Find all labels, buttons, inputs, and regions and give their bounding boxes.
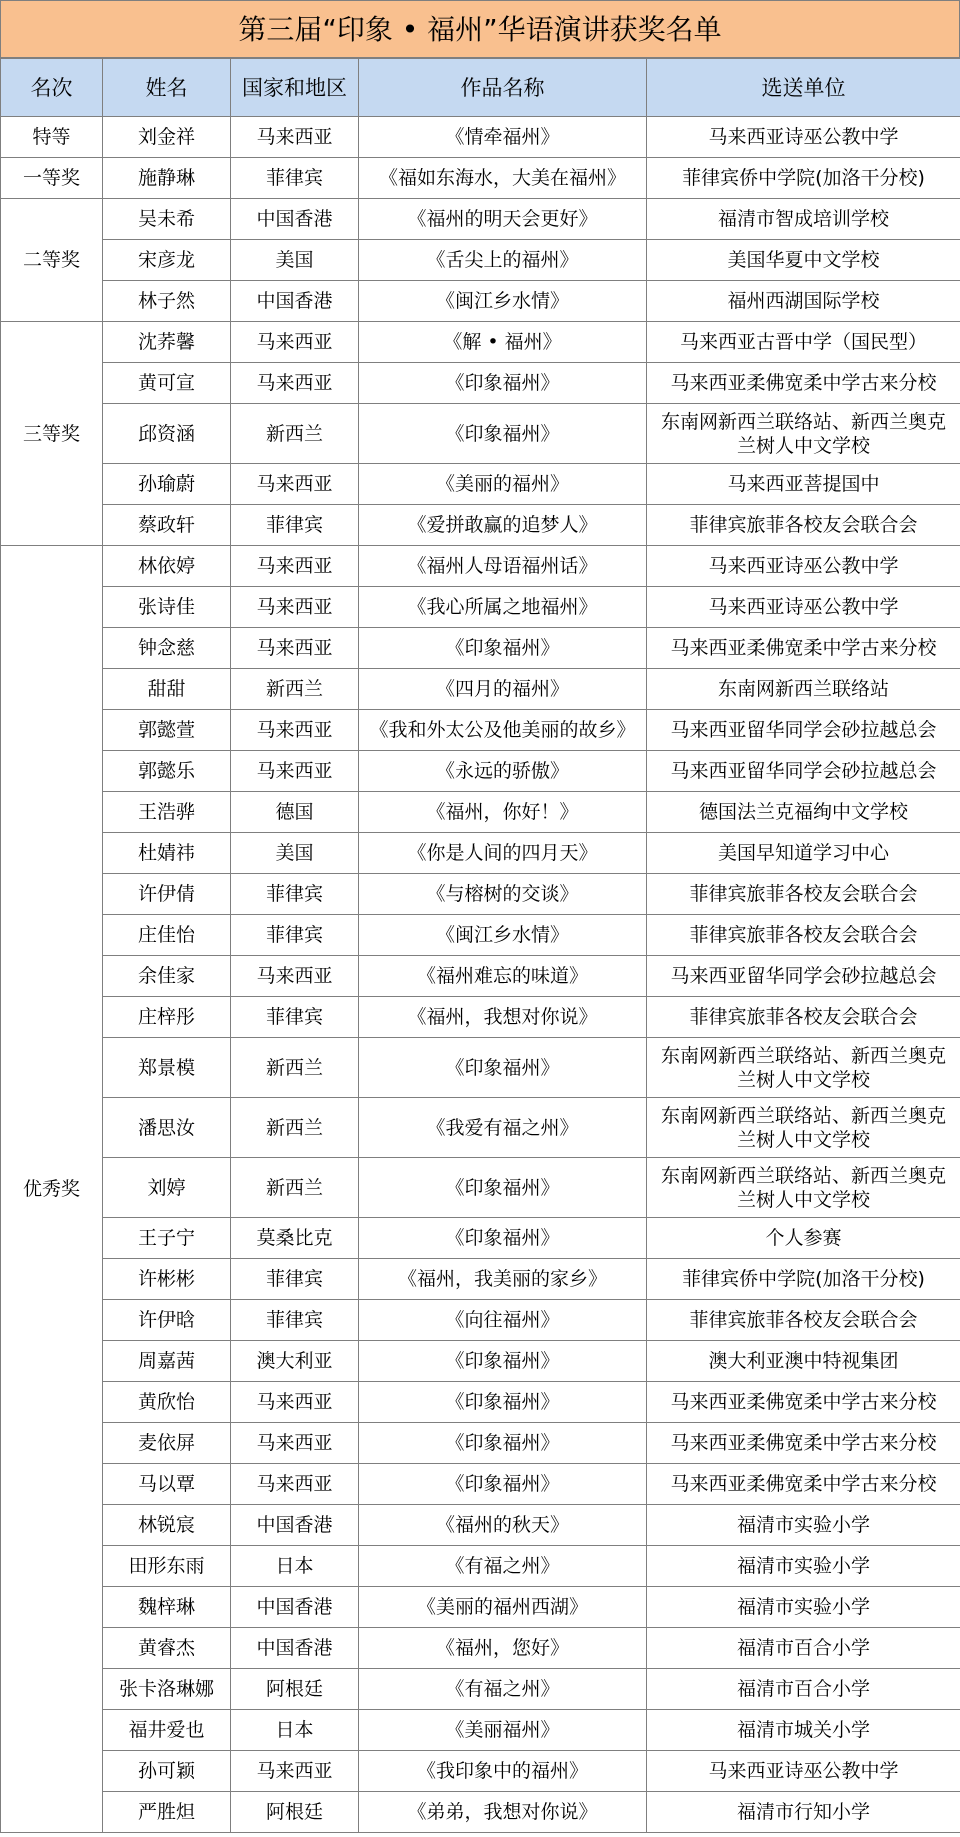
table-row [1, 587, 960, 628]
table-body [1, 117, 960, 1833]
unit-cell: 东南网新西兰联络站、新西兰奥克兰树人中文学校 [647, 1158, 960, 1218]
country-cell: 菲律宾 [231, 874, 359, 915]
table-row [1, 874, 960, 915]
table-row [1, 1341, 960, 1382]
work-cell: 《解 • 福州》 [359, 322, 647, 363]
unit-cell: 东南网新西兰联络站 [647, 669, 960, 710]
unit-cell: 福清市实验小学 [647, 1587, 960, 1628]
unit-cell: 马来西亚柔佛宽柔中学古来分校 [647, 628, 960, 669]
work-cell: 《印象福州》 [359, 1218, 647, 1259]
country-cell: 菲律宾 [231, 1300, 359, 1341]
unit-cell: 菲律宾旅菲各校友会联合会 [647, 997, 960, 1038]
unit-cell: 福清市百合小学 [647, 1669, 960, 1710]
work-cell: 《福如东海水，大美在福州》 [359, 158, 647, 199]
unit-cell: 马来西亚古晋中学（国民型） [647, 322, 960, 363]
country-cell: 马来西亚 [231, 628, 359, 669]
country-cell: 日本 [231, 1546, 359, 1587]
name-cell: 张诗佳 [103, 587, 231, 628]
table-row [1, 1669, 960, 1710]
table-row [1, 833, 960, 874]
name-cell: 周嘉茜 [103, 1341, 231, 1382]
rank-cell: 特等 [1, 117, 103, 158]
name-cell: 林依婷 [103, 546, 231, 587]
unit-cell: 菲律宾侨中学院(加洛干分校) [647, 158, 960, 199]
table-row [1, 363, 960, 404]
name-cell: 沈荞馨 [103, 322, 231, 363]
work-cell: 《印象福州》 [359, 628, 647, 669]
country-cell: 新西兰 [231, 1098, 359, 1158]
work-cell: 《美丽福州》 [359, 1710, 647, 1751]
work-cell: 《印象福州》 [359, 1423, 647, 1464]
unit-cell: 马来西亚留华同学会砂拉越总会 [647, 956, 960, 997]
table-row [1, 1464, 960, 1505]
name-cell: 孙可颖 [103, 1751, 231, 1792]
country-cell: 马来西亚 [231, 363, 359, 404]
name-cell: 庄佳怡 [103, 915, 231, 956]
work-cell: 《印象福州》 [359, 363, 647, 404]
name-cell: 许伊倩 [103, 874, 231, 915]
table-row [1, 404, 960, 464]
table-row [1, 956, 960, 997]
country-cell: 新西兰 [231, 404, 359, 464]
country-cell: 日本 [231, 1710, 359, 1751]
unit-cell: 马来西亚诗巫公教中学 [647, 117, 960, 158]
work-cell: 《美丽的福州西湖》 [359, 1587, 647, 1628]
table-row [1, 792, 960, 833]
work-cell: 《印象福州》 [359, 1038, 647, 1098]
name-cell: 张卡洛琳娜 [103, 1669, 231, 1710]
name-cell: 孙瑜蔚 [103, 464, 231, 505]
name-cell: 田形东雨 [103, 1546, 231, 1587]
table-row [1, 281, 960, 322]
rank-cell: 一等奖 [1, 158, 103, 199]
name-cell: 郭懿萱 [103, 710, 231, 751]
name-cell: 宋彦龙 [103, 240, 231, 281]
unit-cell: 美国华夏中文学校 [647, 240, 960, 281]
name-cell: 黄可宣 [103, 363, 231, 404]
country-cell: 美国 [231, 833, 359, 874]
rank-cell: 优秀奖 [1, 546, 103, 1833]
unit-cell: 美国早知道学习中心 [647, 833, 960, 874]
work-cell: 《闽江乡水情》 [359, 281, 647, 322]
table-row [1, 669, 960, 710]
name-cell: 潘思汝 [103, 1098, 231, 1158]
name-cell: 黄睿杰 [103, 1628, 231, 1669]
country-cell: 新西兰 [231, 1158, 359, 1218]
name-cell: 杜婧祎 [103, 833, 231, 874]
country-cell: 马来西亚 [231, 1751, 359, 1792]
unit-cell: 马来西亚诗巫公教中学 [647, 546, 960, 587]
country-cell: 马来西亚 [231, 587, 359, 628]
rank-cell: 二等奖 [1, 199, 103, 322]
table-row [1, 1546, 960, 1587]
country-cell: 中国香港 [231, 1628, 359, 1669]
country-cell: 马来西亚 [231, 751, 359, 792]
country-cell: 中国香港 [231, 281, 359, 322]
work-cell: 《我心所属之地福州》 [359, 587, 647, 628]
work-cell: 《爱拼敢赢的追梦人》 [359, 505, 647, 546]
unit-cell: 澳大利亚澳中特视集团 [647, 1341, 960, 1382]
awards-table [0, 58, 960, 1833]
work-cell: 《印象福州》 [359, 1382, 647, 1423]
unit-cell: 马来西亚诗巫公教中学 [647, 587, 960, 628]
page-title: 第三届“印象 • 福州”华语演讲获奖名单 [0, 0, 960, 58]
table-row [1, 505, 960, 546]
table-row [1, 1792, 960, 1833]
unit-cell: 马来西亚留华同学会砂拉越总会 [647, 710, 960, 751]
unit-cell: 马来西亚柔佛宽柔中学古来分校 [647, 1423, 960, 1464]
work-cell: 《我印象中的福州》 [359, 1751, 647, 1792]
table-row [1, 199, 960, 240]
table-row [1, 997, 960, 1038]
country-cell: 马来西亚 [231, 546, 359, 587]
table-row [1, 240, 960, 281]
country-cell: 马来西亚 [231, 710, 359, 751]
unit-cell: 福清市城关小学 [647, 1710, 960, 1751]
header-rank: 名次 [1, 59, 103, 117]
unit-cell: 德国法兰克福绚中文学校 [647, 792, 960, 833]
header-country: 国家和地区 [231, 59, 359, 117]
unit-cell: 福清市百合小学 [647, 1628, 960, 1669]
table-row [1, 1423, 960, 1464]
name-cell: 许彬彬 [103, 1259, 231, 1300]
work-cell: 《福州的明天会更好》 [359, 199, 647, 240]
country-cell: 阿根廷 [231, 1792, 359, 1833]
country-cell: 美国 [231, 240, 359, 281]
unit-cell: 马来西亚柔佛宽柔中学古来分校 [647, 1382, 960, 1423]
table-row [1, 1300, 960, 1341]
work-cell: 《四月的福州》 [359, 669, 647, 710]
name-cell: 黄欣怡 [103, 1382, 231, 1423]
unit-cell: 东南网新西兰联络站、新西兰奥克兰树人中文学校 [647, 1038, 960, 1098]
unit-cell: 马来西亚柔佛宽柔中学古来分校 [647, 1464, 960, 1505]
unit-cell: 个人参赛 [647, 1218, 960, 1259]
work-cell: 《美丽的福州》 [359, 464, 647, 505]
unit-cell: 马来西亚柔佛宽柔中学古来分校 [647, 363, 960, 404]
name-cell: 马以覃 [103, 1464, 231, 1505]
country-cell: 菲律宾 [231, 158, 359, 199]
name-cell: 施静琳 [103, 158, 231, 199]
unit-cell: 菲律宾侨中学院(加洛干分校) [647, 1259, 960, 1300]
table-row [1, 158, 960, 199]
name-cell: 蔡政轩 [103, 505, 231, 546]
table-row [1, 1038, 960, 1098]
work-cell: 《向往福州》 [359, 1300, 647, 1341]
table-row [1, 751, 960, 792]
unit-cell: 东南网新西兰联络站、新西兰奥克兰树人中文学校 [647, 404, 960, 464]
work-cell: 《我爱有福之州》 [359, 1098, 647, 1158]
country-cell: 阿根廷 [231, 1669, 359, 1710]
work-cell: 《情牵福州》 [359, 117, 647, 158]
country-cell: 马来西亚 [231, 1423, 359, 1464]
table-row [1, 1382, 960, 1423]
country-cell: 新西兰 [231, 669, 359, 710]
table-row [1, 1710, 960, 1751]
unit-cell: 菲律宾旅菲各校友会联合会 [647, 915, 960, 956]
name-cell: 余佳家 [103, 956, 231, 997]
work-cell: 《福州，你好！》 [359, 792, 647, 833]
work-cell: 《闽江乡水情》 [359, 915, 647, 956]
work-cell: 《有福之州》 [359, 1546, 647, 1587]
unit-cell: 马来西亚诗巫公教中学 [647, 1751, 960, 1792]
table-row [1, 322, 960, 363]
name-cell: 刘金祥 [103, 117, 231, 158]
header-unit: 选送单位 [647, 59, 960, 117]
name-cell: 王子宁 [103, 1218, 231, 1259]
work-cell: 《福州的秋天》 [359, 1505, 647, 1546]
work-cell: 《福州，我想对你说》 [359, 997, 647, 1038]
name-cell: 郑景模 [103, 1038, 231, 1098]
name-cell: 郭懿乐 [103, 751, 231, 792]
table-row [1, 1587, 960, 1628]
name-cell: 许伊晗 [103, 1300, 231, 1341]
work-cell: 《弟弟，我想对你说》 [359, 1792, 647, 1833]
work-cell: 《你是人间的四月天》 [359, 833, 647, 874]
work-cell: 《福州难忘的味道》 [359, 956, 647, 997]
country-cell: 马来西亚 [231, 322, 359, 363]
table-row [1, 464, 960, 505]
table-row [1, 117, 960, 158]
work-cell: 《有福之州》 [359, 1669, 647, 1710]
table-row [1, 628, 960, 669]
country-cell: 澳大利亚 [231, 1341, 359, 1382]
country-cell: 新西兰 [231, 1038, 359, 1098]
table-row [1, 1158, 960, 1218]
name-cell: 福井爱也 [103, 1710, 231, 1751]
name-cell: 严胜炟 [103, 1792, 231, 1833]
header-work: 作品名称 [359, 59, 647, 117]
country-cell: 马来西亚 [231, 117, 359, 158]
name-cell: 邱资涵 [103, 404, 231, 464]
country-cell: 马来西亚 [231, 956, 359, 997]
name-cell: 林子然 [103, 281, 231, 322]
country-cell: 中国香港 [231, 1505, 359, 1546]
name-cell: 钟念慈 [103, 628, 231, 669]
header-row [1, 59, 960, 117]
name-cell: 吴未希 [103, 199, 231, 240]
unit-cell: 菲律宾旅菲各校友会联合会 [647, 1300, 960, 1341]
unit-cell: 福清市行知小学 [647, 1792, 960, 1833]
unit-cell: 东南网新西兰联络站、新西兰奥克兰树人中文学校 [647, 1098, 960, 1158]
country-cell: 马来西亚 [231, 1464, 359, 1505]
table-row [1, 1628, 960, 1669]
header-name: 姓名 [103, 59, 231, 117]
name-cell: 甜甜 [103, 669, 231, 710]
work-cell: 《福州人母语福州话》 [359, 546, 647, 587]
table-row [1, 710, 960, 751]
work-cell: 《与榕树的交谈》 [359, 874, 647, 915]
country-cell: 马来西亚 [231, 464, 359, 505]
unit-cell: 福清市实验小学 [647, 1546, 960, 1587]
name-cell: 刘婷 [103, 1158, 231, 1218]
work-cell: 《印象福州》 [359, 404, 647, 464]
country-cell: 德国 [231, 792, 359, 833]
rank-cell: 三等奖 [1, 322, 103, 546]
name-cell: 王浩骅 [103, 792, 231, 833]
country-cell: 中国香港 [231, 1587, 359, 1628]
work-cell: 《印象福州》 [359, 1158, 647, 1218]
name-cell: 魏梓琳 [103, 1587, 231, 1628]
unit-cell: 菲律宾旅菲各校友会联合会 [647, 505, 960, 546]
country-cell: 马来西亚 [231, 1382, 359, 1423]
work-cell: 《永远的骄傲》 [359, 751, 647, 792]
table-row [1, 546, 960, 587]
work-cell: 《印象福州》 [359, 1464, 647, 1505]
unit-cell: 福清市实验小学 [647, 1505, 960, 1546]
table-row [1, 1218, 960, 1259]
country-cell: 菲律宾 [231, 997, 359, 1038]
table-row [1, 1098, 960, 1158]
table-row [1, 1259, 960, 1300]
table-row [1, 1751, 960, 1792]
name-cell: 林锐宸 [103, 1505, 231, 1546]
country-cell: 菲律宾 [231, 915, 359, 956]
country-cell: 菲律宾 [231, 1259, 359, 1300]
unit-cell: 马来西亚留华同学会砂拉越总会 [647, 751, 960, 792]
table-row [1, 1505, 960, 1546]
unit-cell: 福清市智成培训学校 [647, 199, 960, 240]
work-cell: 《福州，您好》 [359, 1628, 647, 1669]
country-cell: 菲律宾 [231, 505, 359, 546]
work-cell: 《舌尖上的福州》 [359, 240, 647, 281]
name-cell: 庄梓彤 [103, 997, 231, 1038]
work-cell: 《福州，我美丽的家乡》 [359, 1259, 647, 1300]
unit-cell: 马来西亚菩提国中 [647, 464, 960, 505]
unit-cell: 福州西湖国际学校 [647, 281, 960, 322]
country-cell: 中国香港 [231, 199, 359, 240]
name-cell: 麦依屏 [103, 1423, 231, 1464]
country-cell: 莫桑比克 [231, 1218, 359, 1259]
work-cell: 《印象福州》 [359, 1341, 647, 1382]
table-row [1, 915, 960, 956]
unit-cell: 菲律宾旅菲各校友会联合会 [647, 874, 960, 915]
work-cell: 《我和外太公及他美丽的故乡》 [359, 710, 647, 751]
